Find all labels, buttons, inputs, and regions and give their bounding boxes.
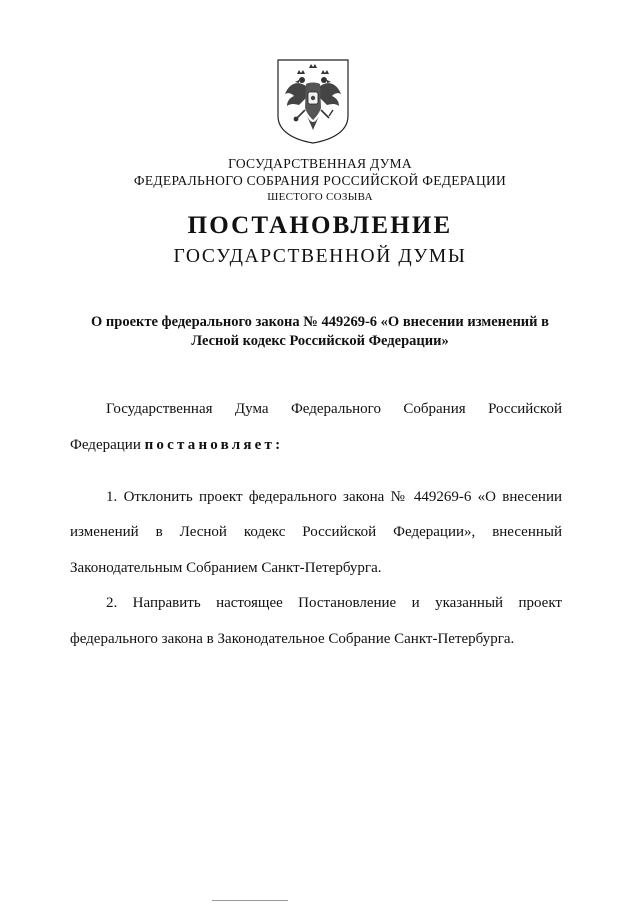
subject-line-1: О проекте федерального закона № 449269-6 «О внесении изменений в bbox=[91, 314, 549, 330]
item-1-line-1: 1. Отклонить проект федерального закона № 449269-6 «О внесении bbox=[106, 489, 562, 505]
item-1-line-2: изменений в Лесной кодекс Российской Федерации», внесенный bbox=[70, 524, 562, 540]
page-bottom-rule bbox=[212, 900, 288, 901]
document-type-title: ПОСТАНОВЛЕНИЕ bbox=[187, 212, 453, 239]
preamble-subject: Федерации bbox=[70, 437, 141, 453]
header-assembly: ФЕДЕРАЛЬНОГО СОБРАНИЯ РОССИЙСКОЙ ФЕДЕРАЦИИ bbox=[133, 173, 507, 188]
document-issuer: ГОСУДАРСТВЕННОЙ ДУМЫ bbox=[173, 246, 467, 267]
item-1-line-3: Законодательным Собранием Санкт-Петербурга. bbox=[70, 560, 382, 576]
item-2-line-2: федерального закона в Законодательное Собрание Санкт-Петербурга. bbox=[70, 631, 515, 647]
double-headed-eagle-emblem-icon bbox=[275, 58, 351, 144]
header-convocation: ШЕСТОГО СОЗЫВА bbox=[267, 191, 373, 203]
preamble-line-1: Государственная Дума Федерального Собрания Российской bbox=[106, 401, 562, 417]
header-institution: ГОСУДАРСТВЕННАЯ ДУМА bbox=[228, 156, 412, 171]
preamble-line-2 bbox=[70, 437, 562, 454]
item-2-line-1: 2. Направить настоящее Постановление и указанный проект bbox=[106, 595, 562, 611]
subject-line-2: Лесной кодекс Российской Федерации» bbox=[191, 333, 449, 349]
preamble-resolves: постановляет: bbox=[144, 437, 284, 453]
